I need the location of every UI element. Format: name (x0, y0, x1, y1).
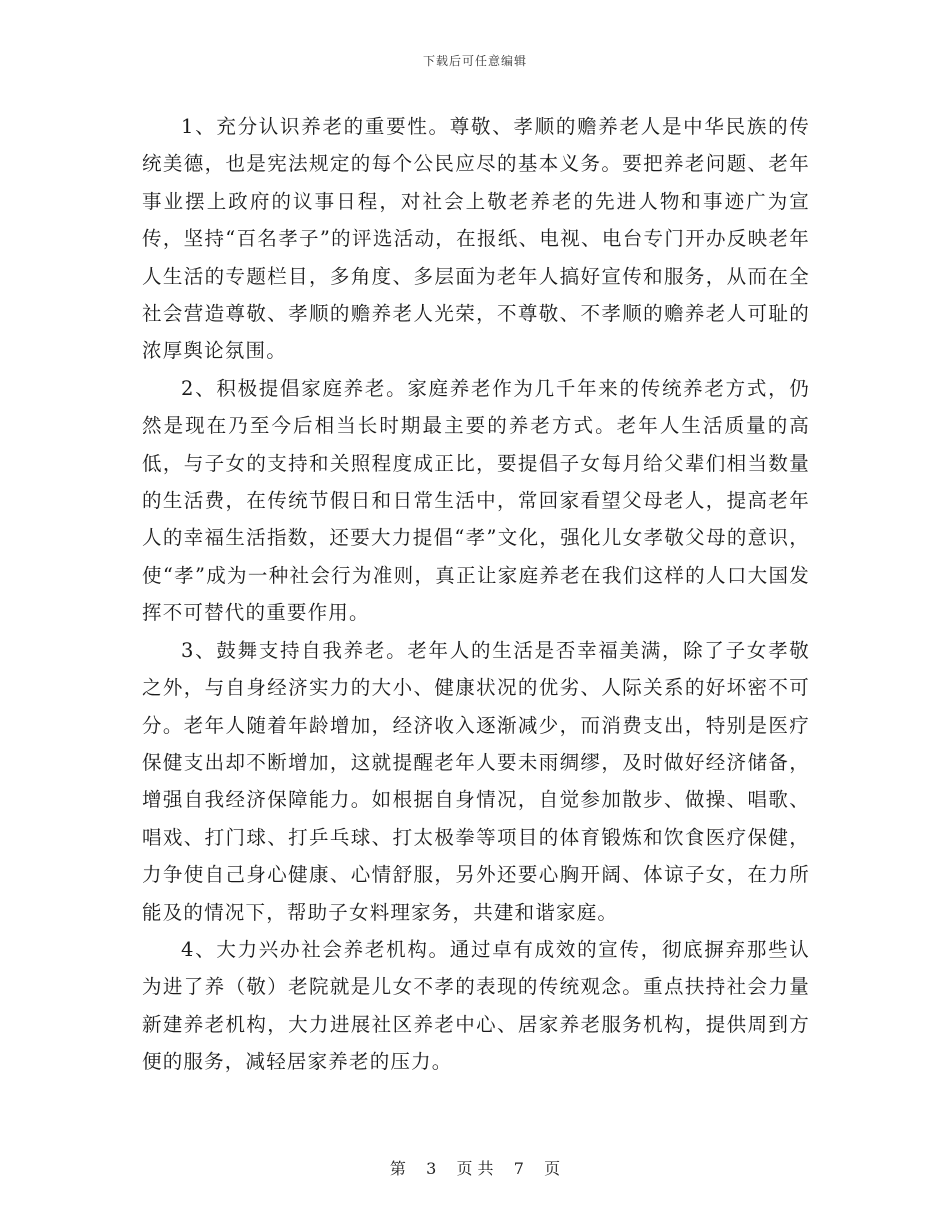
footer-suffix: 页 (544, 1159, 561, 1178)
footer-prefix: 第 (389, 1159, 406, 1178)
page-footer (0, 1156, 950, 1179)
paragraph-4: 4、大力兴办社会养老机构。通过卓有成效的宣传，彻底摒弃那些认为进了养（敬）老院就是儿女不孝的表现的传统观念。重点扶持社会力量新建养老机构，大力进展社区养老中心、居家养老服务机构，提供周到方便的服务，减轻居家养老的压力。 (142, 937, 810, 1074)
page-header: 下载后可任意编辑 (422, 54, 527, 68)
current-page-number: 3 (426, 1159, 437, 1178)
paragraph-2: 2、积极提倡家庭养老。家庭养老作为几千年来的传统养老方式，仍然是现在乃至今后相当长时期最主要的养老方式。老年人生活质量的高低，与子女的支持和关照程度成正比，要提倡子女每月给父辈们相当数量的生活费，在传统节假日和日常生活中，常回家看望父母老人，提高老年人的幸福生活指数，还要大力提倡“孝”文化，强化儿女孝敬父母的意识，使“孝”成为一种社会行为准则，真正让家庭养老在我们这样的人口大国发挥不可替代的重要作用。 (142, 376, 810, 625)
paragraph-1: 1、充分认识养老的重要性。尊敬、孝顺的赡养老人是中华民族的传统美德，也是宪法规定的每个公民应尽的基本义务。要把养老问题、老年事业摆上政府的议事日程，对社会上敬老养老的先进人物和事迹广为宣传，坚持“百名孝子”的评选活动，在报纸、电视、电台专门开办反映老年人生活的专题栏目，多角度、多层面为老年人搞好宣传和服务，从而在全社会营造尊敬、孝顺的赡养老人光荣，不尊敬、不孝顺的赡养老人可耻的浓厚舆论氛围。 (142, 115, 810, 363)
paragraph-3: 3、鼓舞支持自我养老。老年人的生活是否幸福美满，除了子女孝敬之外，与自身经济实力的大小、健康状况的优劣、人际关系的好坏密不可分。老年人随着年龄增加，经济收入逐渐减少，而消费支出，特别是医疗保健支出却不断增加，这就提醒老年人要未雨绸缪，及时做好经济储备，增强自我经济保障能力。如根据自身情况，自觉参加散步、做操、唱歌、唱戏、打门球、打乒乓球、打太极拳等项目的体育锻炼和饮食医疗保健，力争使自己身心健康、心情舒服，另外还要心胸开阔、体谅子女，在力所能及的情况下，帮助子女料理家务，共建和谐家庭。 (142, 638, 810, 924)
total-pages-number: 7 (513, 1159, 524, 1178)
document-body (142, 108, 810, 1081)
footer-middle: 页 共 (456, 1159, 494, 1178)
